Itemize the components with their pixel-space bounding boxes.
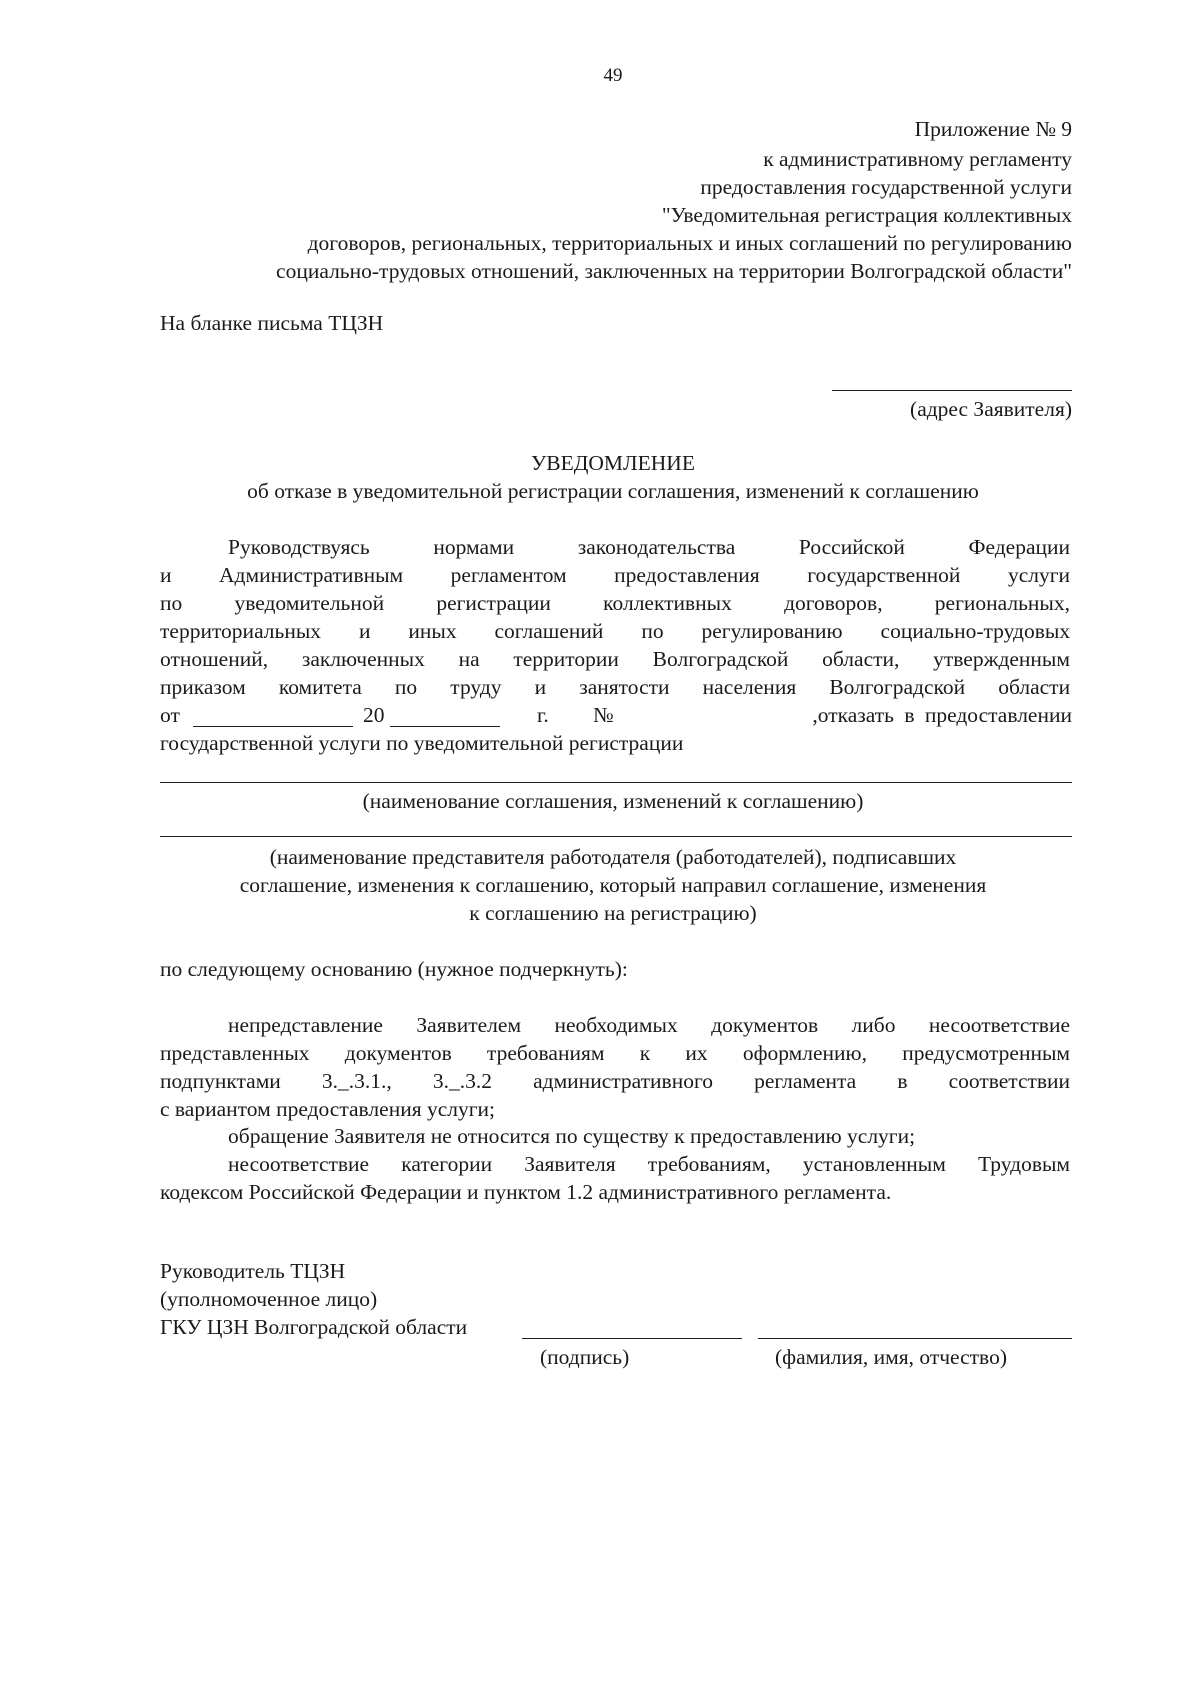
signatory-organization: ГКУ ЦЗН Волгоградской области xyxy=(160,1315,468,1339)
appendix-line: к административному регламенту xyxy=(763,147,1072,171)
intro-line-5: отношений, заключенных на территории Волгоградской области, утвержденным xyxy=(160,647,1070,671)
appendix-line: договоров, региональных, территориальных и иных соглашений по регулированию xyxy=(307,231,1072,255)
intro-line-1: Руководствуясь нормами законодательства Российской Федерации xyxy=(228,535,1071,559)
appendix-line: "Уведомительная регистрация коллективных xyxy=(661,203,1072,227)
notice-subtitle: об отказе в уведомительной регистрации соглашения, изменений к соглашению xyxy=(247,479,979,503)
signature-caption: (подпись) xyxy=(540,1345,630,1369)
signatory-title: Руководитель ТЦЗН xyxy=(160,1259,346,1283)
date-blank-line xyxy=(193,726,353,727)
date-from-label: от xyxy=(160,703,180,727)
full-name-caption: (фамилия, имя, отчество) xyxy=(775,1345,1007,1369)
ground-3-line-1: несоответствие категории Заявителя требованиям, установленным Трудовым xyxy=(228,1152,1071,1176)
notice-title: УВЕДОМЛЕНИЕ xyxy=(531,451,695,475)
appendix-line: предоставления государственной услуги xyxy=(700,175,1072,199)
number-sign: № xyxy=(593,703,614,727)
ground-2: обращение Заявителя не относится по существу к предоставлению услуги; xyxy=(228,1124,916,1148)
appendix-line: социально-трудовых отношений, заключенных на территории Волгоградской области" xyxy=(276,259,1072,283)
address-blank-line xyxy=(832,390,1072,391)
year-prefix: 20 xyxy=(363,703,385,727)
signatory-note: (уполномоченное лицо) xyxy=(160,1287,378,1311)
signature-blank-line xyxy=(522,1338,742,1339)
appendix-line: Приложение № 9 xyxy=(914,117,1072,141)
page-number: 49 xyxy=(603,65,623,86)
letterhead-note: На бланке письма ТЦЗН xyxy=(160,311,384,335)
intro-line-3: по уведомительной регистрации коллективных договоров, региональных, xyxy=(160,591,1070,615)
ground-1-line-2: представленных документов требованиям к их оформлению, предусмотренным xyxy=(160,1041,1071,1065)
ground-1-line-1: непредставление Заявителем необходимых документов либо несоответствие xyxy=(228,1013,1070,1037)
full-name-blank-line xyxy=(758,1338,1072,1339)
employer-caption-line: к соглашению на регистрацию) xyxy=(469,901,757,925)
intro-line-2: и Административным регламентом предоставления государственной услуги xyxy=(160,563,1071,587)
employer-caption-line: соглашение, изменения к соглашению, который направил соглашение, изменения xyxy=(239,873,987,897)
intro-line-8: государственной услуги по уведомительной регистрации xyxy=(160,731,684,755)
refusal-text: ,отказать в предоставлении xyxy=(812,703,1072,727)
intro-line-6: приказом комитета по труду и занятости населения Волгоградской области xyxy=(160,675,1071,699)
year-suffix: г. xyxy=(537,703,549,727)
address-caption: (адрес Заявителя) xyxy=(910,397,1072,421)
intro-line-4: территориальных и иных соглашений по регулированию социально-трудовых xyxy=(160,619,1071,643)
ground-1-line-3: подпунктами 3._.3.1., 3._.3.2 административного регламента в соответствии xyxy=(160,1069,1071,1093)
agreement-blank-line xyxy=(160,782,1072,783)
ground-1-line-4: с вариантом предоставления услуги; xyxy=(160,1097,496,1121)
grounds-intro: по следующему основанию (нужное подчеркнуть): xyxy=(160,957,628,981)
agreement-caption: (наименование соглашения, изменений к соглашению) xyxy=(362,789,864,813)
employer-caption-line: (наименование представителя работодателя (работодателей), подписавших xyxy=(269,845,957,869)
ground-3-line-2: кодексом Российской Федерации и пунктом 1.2 административного регламента. xyxy=(160,1180,892,1204)
employer-blank-line xyxy=(160,836,1072,837)
year-blank-line xyxy=(390,726,500,727)
